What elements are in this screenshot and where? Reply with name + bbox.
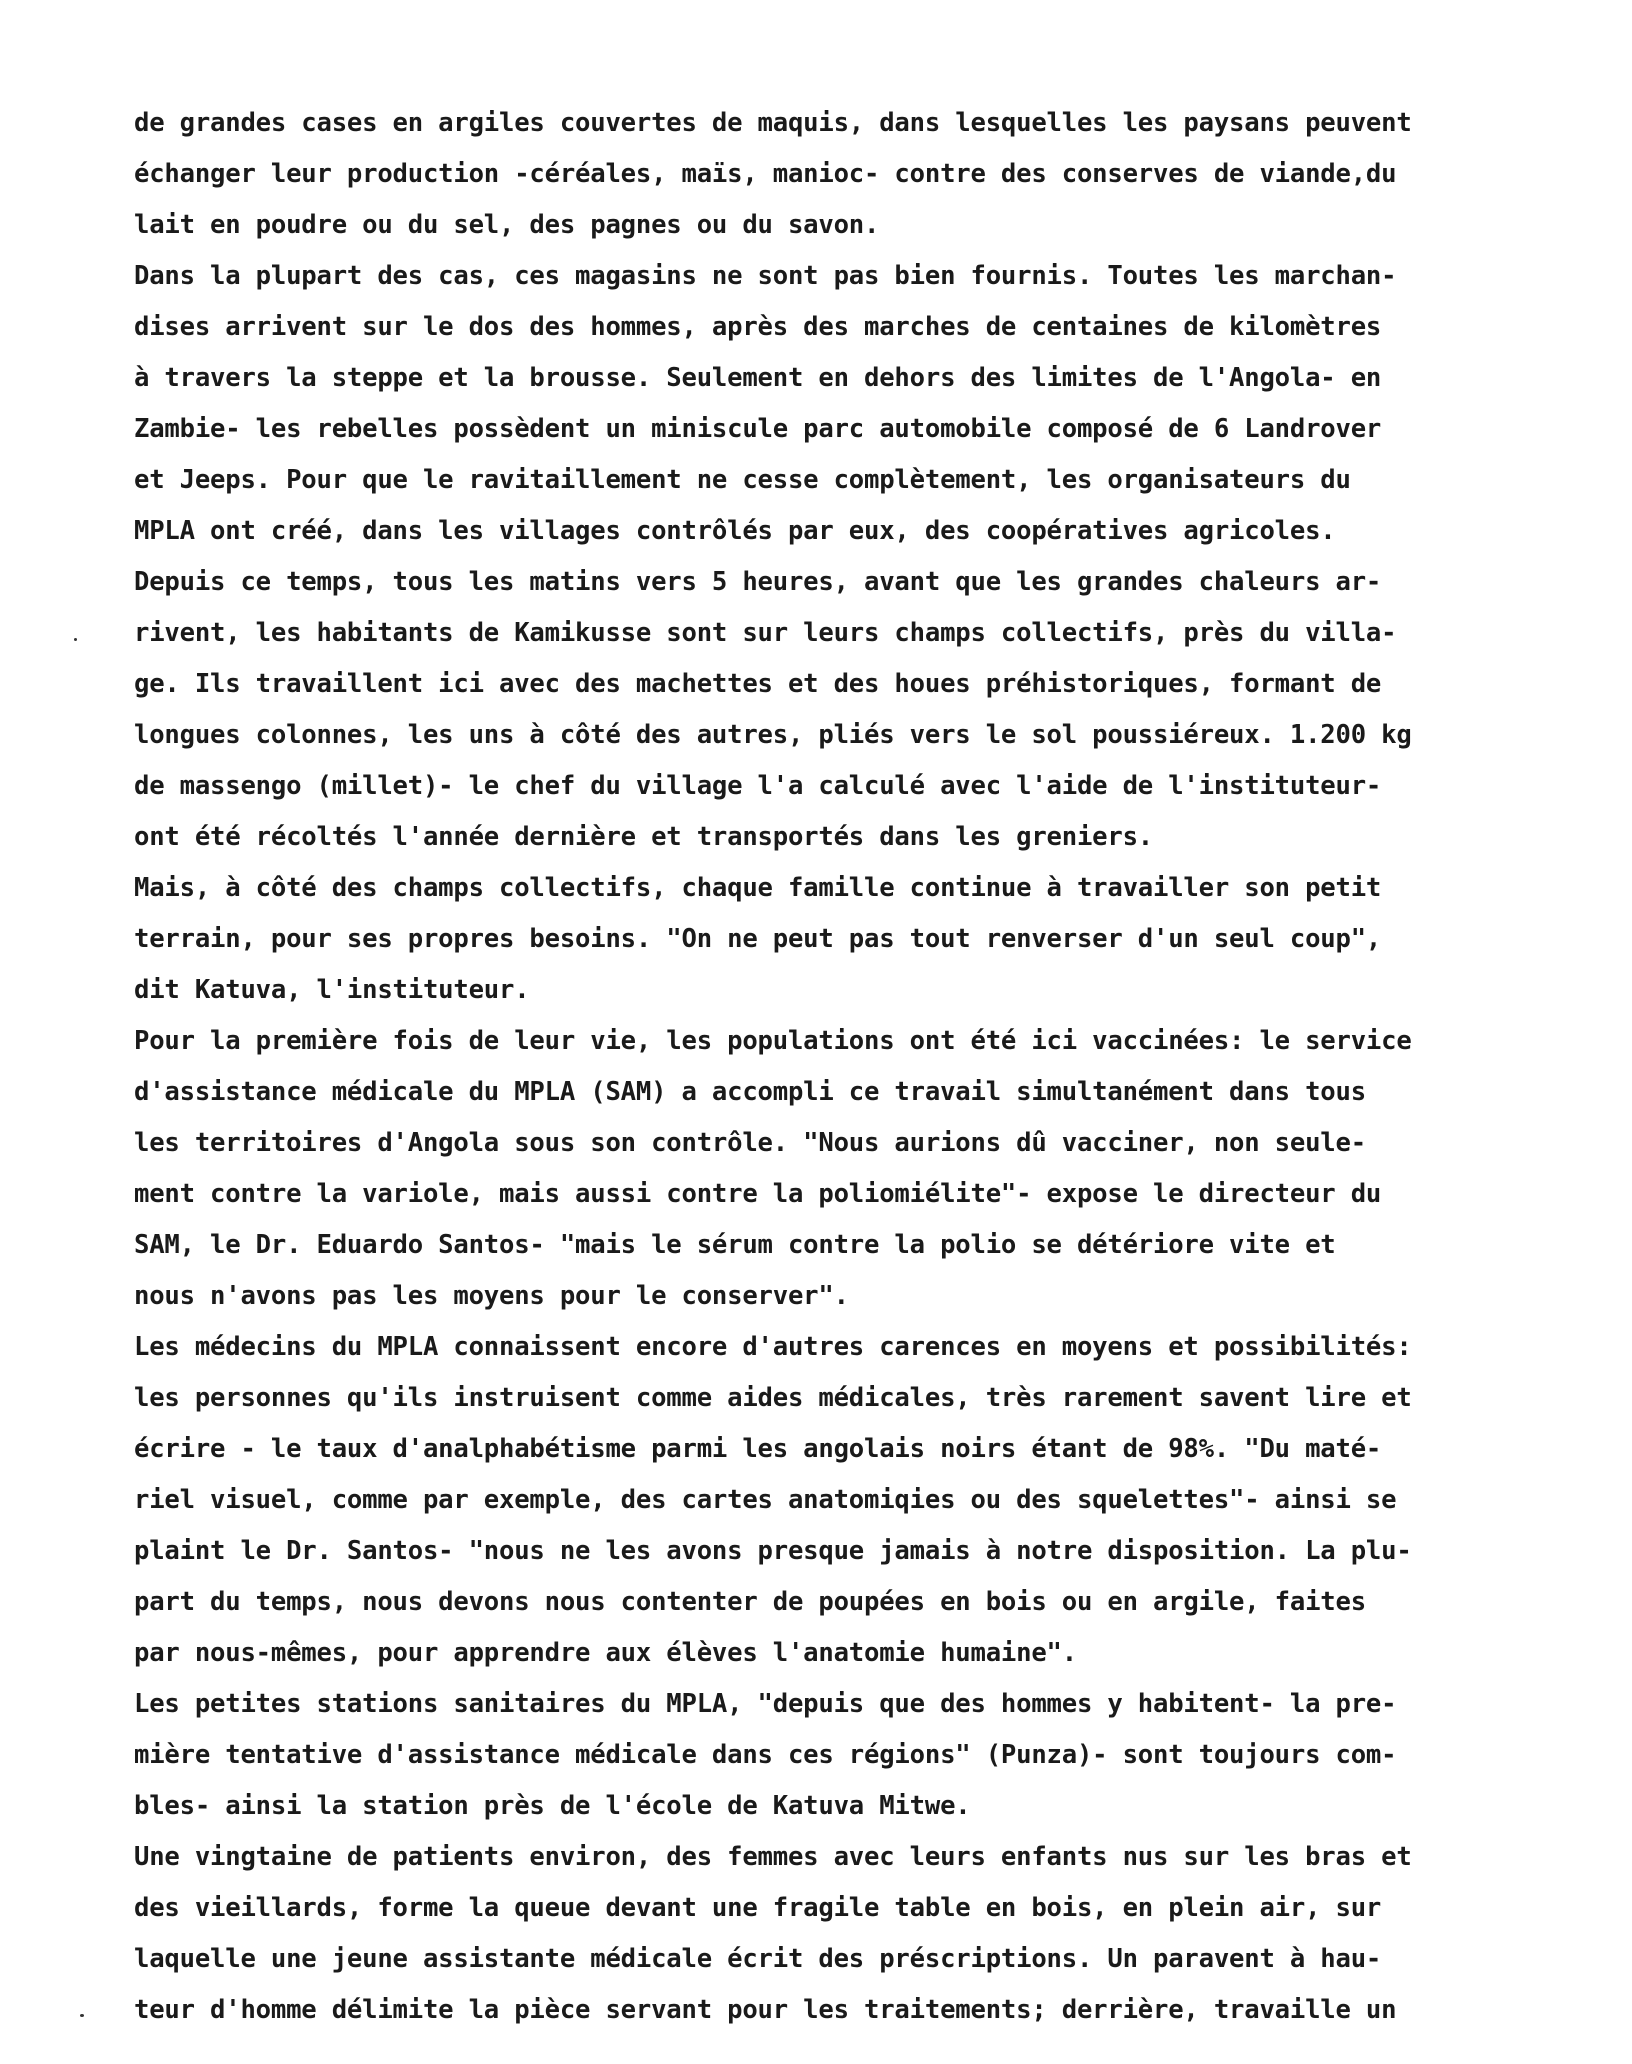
text-line: Mais, à côté des champs collectifs, chaque famille continue à travailler son petit (134, 873, 1382, 903)
text-line: ont été récoltés l'année dernière et transportés dans les greniers. (134, 822, 1153, 852)
text-line: lait en poudre ou du sel, des pagnes ou du savon. (134, 210, 880, 240)
text-line: nous n'avons pas les moyens pour le conserver". (134, 1281, 849, 1311)
text-line: dit Katuva, l'instituteur. (134, 975, 530, 1005)
text-line: longues colonnes, les uns à côté des autres, pliés vers le sol poussiéreux. 1.200 kg (134, 720, 1412, 750)
text-line: des vieillards, forme la queue devant une fragile table en bois, en plein air, sur (134, 1893, 1382, 1923)
text-line: dises arrivent sur le dos des hommes, après des marches de centaines de kilomètres (134, 312, 1382, 342)
text-line: SAM, le Dr. Eduardo Santos- "mais le sérum contre la polio se détériore vite et (134, 1230, 1336, 1260)
text-line: teur d'homme délimite la pièce servant pour les traitements; derrière, travaille un (134, 1995, 1397, 2025)
scan-speck (74, 638, 77, 641)
text-line: Pour la première fois de leur vie, les populations ont été ici vaccinées: le service (134, 1026, 1412, 1056)
text-line: les personnes qu'ils instruisent comme aides médicales, très rarement savent lire et (134, 1383, 1412, 1413)
text-line: MPLA ont créé, dans les villages contrôlés par eux, des coopératives agricoles. (134, 516, 1336, 546)
text-line: Dans la plupart des cas, ces magasins ne sont pas bien fournis. Toutes les marchan- (134, 261, 1397, 291)
text-line: de massengo (millet)- le chef du village l'a calculé avec l'aide de l'instituteur- (134, 771, 1382, 801)
text-line: d'assistance médicale du MPLA (SAM) a accompli ce travail simultanément dans tous (134, 1077, 1366, 1107)
text-line: part du temps, nous devons nous contenter de poupées en bois ou en argile, faites (134, 1587, 1366, 1617)
text-line: ment contre la variole, mais aussi contre la poliomiélite"- expose le directeur du (134, 1179, 1382, 1209)
text-line: riel visuel, comme par exemple, des cartes anatomiqies ou des squelettes"- ainsi se (134, 1485, 1397, 1515)
text-line: ge. Ils travaillent ici avec des machettes et des houes préhistoriques, formant de (134, 669, 1382, 699)
text-line: plaint le Dr. Santos- "nous ne les avons presque jamais à notre disposition. La plu- (134, 1536, 1412, 1566)
text-line: Depuis ce temps, tous les matins vers 5 heures, avant que les grandes chaleurs ar- (134, 567, 1382, 597)
text-line: terrain, pour ses propres besoins. "On ne peut pas tout renverser d'un seul coup", (134, 924, 1382, 954)
text-line: échanger leur production -céréales, maïs, manioc- contre des conserves de viande,du (134, 159, 1397, 189)
text-line: mière tentative d'assistance médicale dans ces régions" (Punza)- sont toujours com- (134, 1740, 1397, 1770)
text-line: Les petites stations sanitaires du MPLA, "depuis que des hommes y habitent- la pre- (134, 1689, 1397, 1719)
text-line: et Jeeps. Pour que le ravitaillement ne cesse complètement, les organisateurs du (134, 465, 1351, 495)
text-line: de grandes cases en argiles couvertes de maquis, dans lesquelles les paysans peuvent (134, 108, 1412, 138)
text-line: Les médecins du MPLA connaissent encore d'autres carences en moyens et possibilités: (134, 1332, 1412, 1362)
text-line: bles- ainsi la station près de l'école de Katuva Mitwe. (134, 1791, 971, 1821)
text-line: à travers la steppe et la brousse. Seulement en dehors des limites de l'Angola- en (134, 363, 1382, 393)
text-line: rivent, les habitants de Kamikusse sont sur leurs champs collectifs, près du villa- (134, 618, 1397, 648)
text-line: par nous-mêmes, pour apprendre aux élèves l'anatomie humaine". (134, 1638, 1077, 1668)
scan-speck (80, 2014, 84, 2017)
text-line: les territoires d'Angola sous son contrôle. "Nous aurions dû vacciner, non seule- (134, 1128, 1366, 1158)
page-body (134, 98, 1614, 2036)
text-line: Zambie- les rebelles possèdent un miniscule parc automobile composé de 6 Landrover (134, 414, 1382, 444)
text-line: Une vingtaine de patients environ, des femmes avec leurs enfants nus sur les bras et (134, 1842, 1412, 1872)
text-line: écrire - le taux d'analphabétisme parmi les angolais noirs étant de 98%. "Du maté- (134, 1434, 1382, 1464)
text-line: laquelle une jeune assistante médicale écrit des préscriptions. Un paravent à hau- (134, 1944, 1382, 1974)
